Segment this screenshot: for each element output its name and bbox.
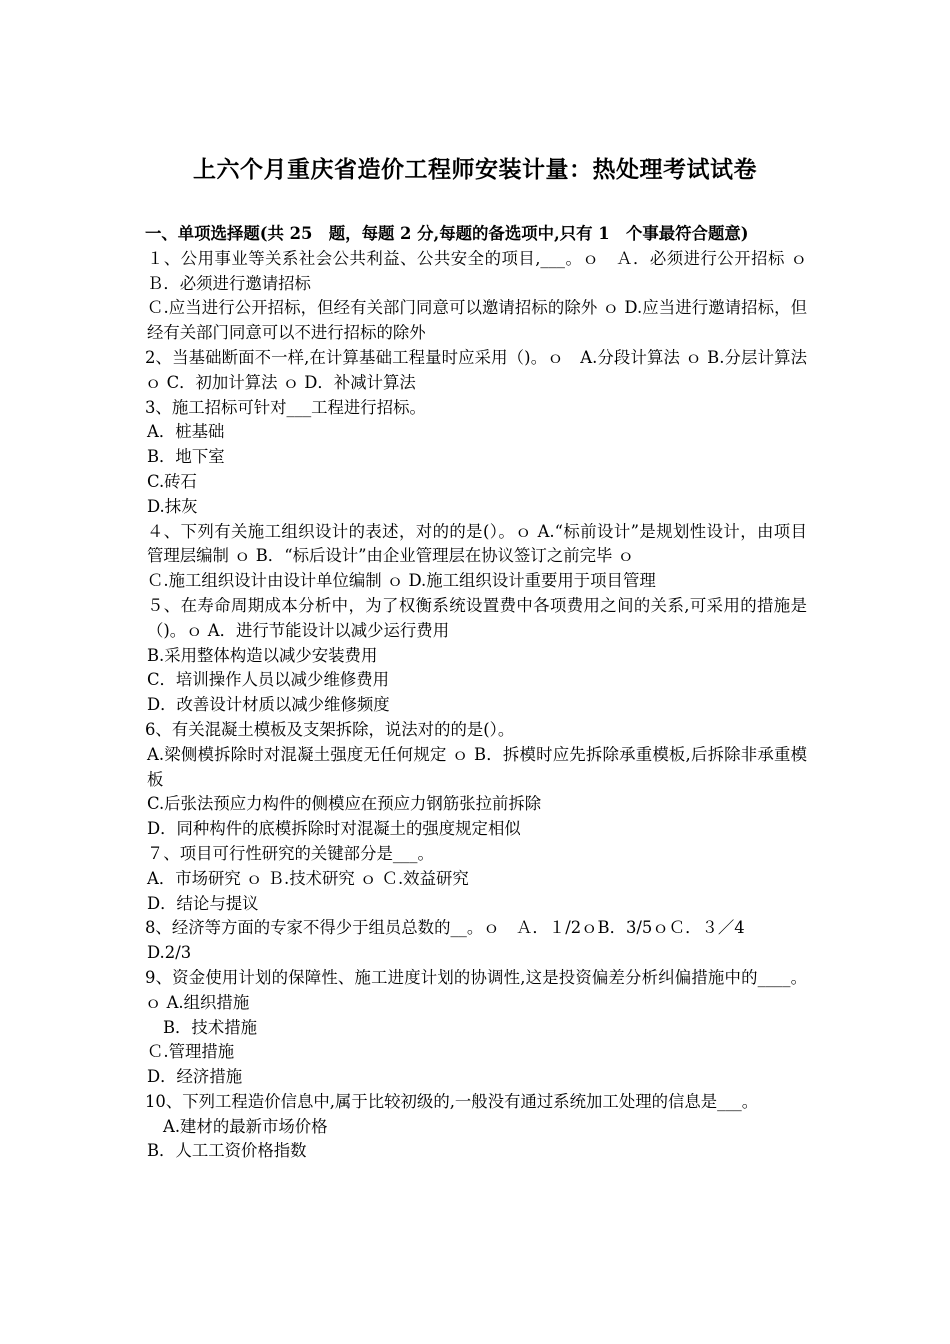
question-3-option-d: D.抹灰 (147, 496, 198, 516)
question-6: 6、有关混凝土模板及支架拆除，说法对的的是(）。 (145, 719, 515, 739)
question-10: 10、下列工程造价信息中,属于比较初级的,一般没有通过系统加工处理的信息是___。 (145, 1091, 759, 1111)
question-5-option-c: C．培训操作人员以减少维修费用 (147, 670, 390, 690)
question-9-option-d: D．经济措施 (147, 1067, 243, 1087)
question-9: 9、资金使用计划的保障性、施工进度计划的协调性,这是投资偏差分析纠偏措施中的____。ｏ A.组织措施 (145, 967, 807, 1012)
question-9-option-c: Ｃ.管理措施 (147, 1042, 235, 1062)
question-8-option-d: D.2/3 (147, 943, 192, 963)
question-2: 2、当基础断面不一样,在计算基础工程量时应采用（)。ｏ A.分段计算法 ｏ B.分层计算法 ｏ C．初加计算法 ｏ D．补减计算法 (145, 347, 807, 392)
question-7-options: A．市场研究 ｏ Ｂ.技术研究 ｏ Ｃ.效益研究 (147, 868, 469, 888)
question-6-options-ab: A.梁侧模拆除时对混凝土强度无任何规定 ｏ B．拆模时应先拆除承重模板,后拆除非承重模板 (147, 744, 807, 789)
section-heading: 一、单项选择题(共 25 题，每题 2 分,每题的备选项中,只有 1 个事最符合题意) (145, 224, 749, 243)
question-5-option-d: D．改善设计材质以减少维修频度 (147, 695, 390, 715)
question-3-option-b: B．地下室 (147, 447, 225, 467)
question-9-option-b: B．技术措施 (163, 1017, 257, 1037)
document-body (145, 222, 824, 1164)
question-4-options: Ｃ.施工组织设计由设计单位编制 ｏ D.施工组织设计重要用于项目管理 (147, 571, 656, 591)
question-5-option-b: B.采用整体构造以减少安装费用 (147, 645, 378, 665)
question-4: ４、下列有关施工组织设计的表述，对的的是(）。ｏ A.“标前设计”是规划性设计，由项目管理层编制 ｏ B．“标后设计”由企业管理层在协议签订之前完毕 ｏ (147, 521, 807, 566)
question-3-option-c: C.砖石 (147, 471, 197, 491)
question-7-option-d: D．结论与提议 (147, 893, 259, 913)
question-7: ７、项目可行性研究的关键部分是___。 (147, 843, 434, 863)
question-6-option-c: C.后张法预应力构件的侧模应在预应力钢筋张拉前拆除 (147, 794, 542, 814)
question-10-option-b: B．人工工资价格指数 (147, 1141, 307, 1161)
question-3-option-a: A．桩基础 (147, 422, 225, 442)
question-8: 8、经济等方面的专家不得少于组员总数的__。ｏ Ａ．１/2ｏB．3/5ｏＣ．３／4 (145, 918, 745, 938)
question-6-option-d: D．同种构件的底模拆除时对混凝土的强度规定相似 (147, 819, 521, 839)
question-1-options: Ｃ.应当进行公开招标，但经有关部门同意可以邀请招标的除外 ｏ D.应当进行邀请招标，但经有关部门同意可以不进行招标的除外 (147, 298, 807, 343)
document-title: 上六个月重庆省造价工程师安装计量：热处理考试试卷 (193, 156, 757, 183)
question-10-option-a: A.建材的最新市场价格 (163, 1116, 328, 1136)
question-1-line: １、公用事业等关系社会公共利益、公共安全的项目,___。ｏ Ａ．必须进行公开招标 ｏ Ｂ．必须进行邀请招标 (147, 248, 824, 293)
question-3: 3、施工招标可针对___工程进行招标。 (145, 397, 426, 417)
question-5: ５、在寿命周期成本分析中，为了权衡系统设置费中各项费用之间的关系,可采用的措施是（)。ｏ A．进行节能设计以减少运行费用 (147, 595, 807, 640)
